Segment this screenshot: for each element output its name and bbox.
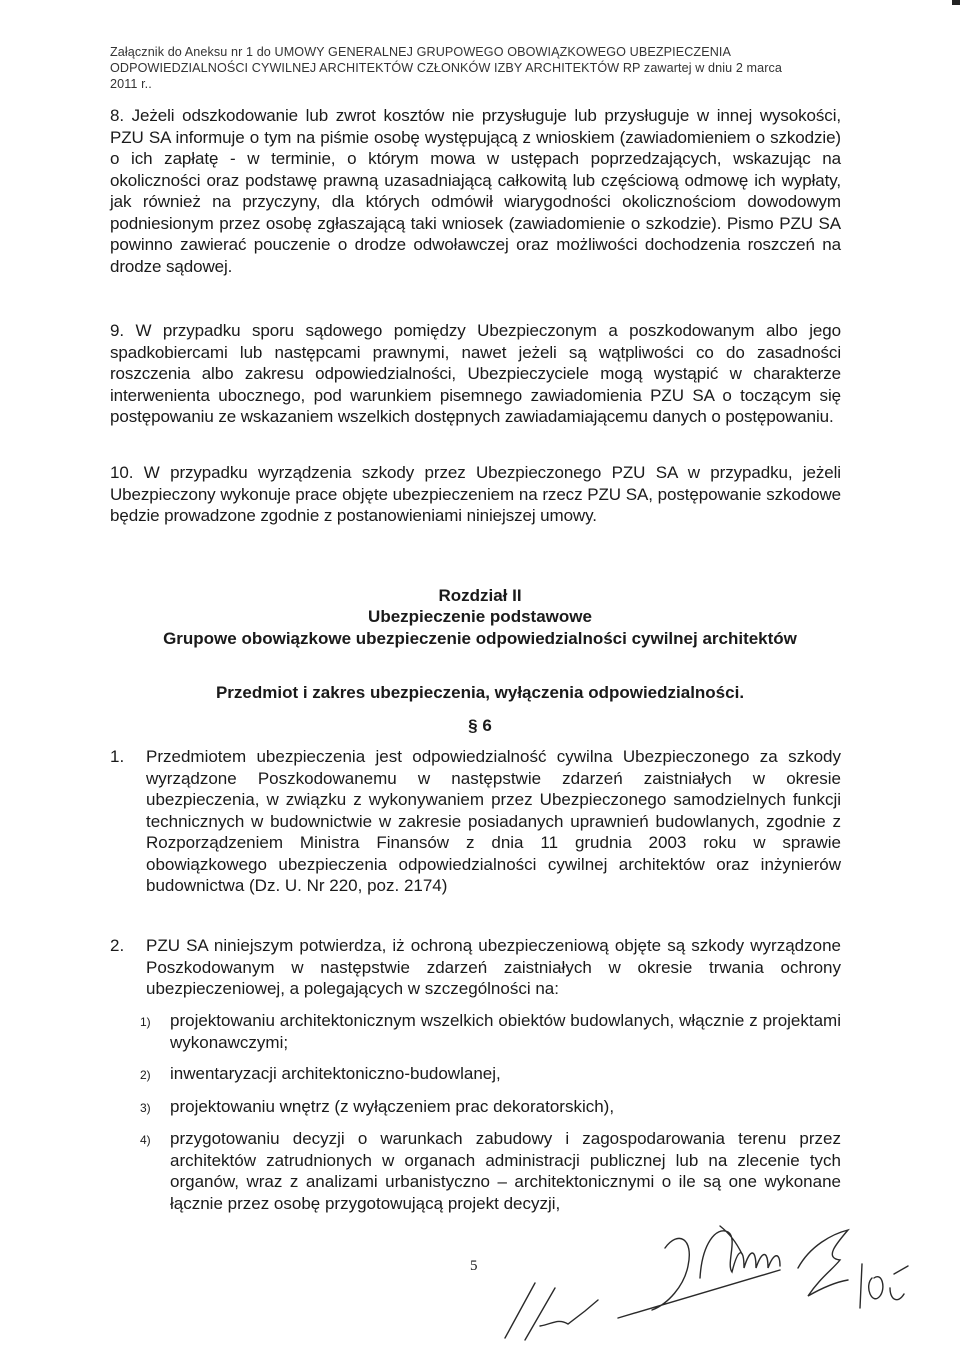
subpoint-number: 1): [140, 1015, 151, 1029]
paragraph-9: 9. W przypadku sporu sądowego pomiędzy Ubezpieczonym a poszkodowanym albo jego spadkobiercami lub następcami prawnymi, nawet jeżeli są wątpliwości co do zasadności roszczenia albo zakresu odpowiedzialności, Ubezpieczyciele mogą wystąpić w charakterze interwenienta ubocznego, pod warunkiem pisemnego zawiadomienia PZU SA o toczącym się postępowaniu ze wskazaniem wszelkich dostępnych zawiadamiającemu danych o postępowaniu.: [110, 321, 841, 426]
subpoint-text: przygotowaniu decyzji o warunkach zabudowy i zagospodarowania terenu przez architektów zatrudnionych w organach administracji publicznej lub na zlecenie tych organów, wraz z analizami urbanistyczno – architektonicznymi o ile są one wykonane łącznie przez osobę przygotowującą projekt decyzji,: [170, 1129, 841, 1213]
signature-2: [618, 1226, 780, 1318]
paragraph-10: 10. W przypadku wyrządzenia szkody przez Ubezpieczonego PZU SA w przypadku, jeżeli Ubezpieczony wykonuje prace objęte ubezpieczeniem na rzecz PZU SA, postępowanie szkodowe będzie prowadzone zgodnie z postanowieniami niniejszej umowy.: [110, 463, 841, 525]
subpoint-number: 2): [140, 1068, 151, 1082]
subpoint-text: projektowaniu wnętrz (z wyłączeniem prac dekoratorskich),: [170, 1097, 615, 1116]
initial-1: [505, 1283, 598, 1340]
subpoint-3: [140, 1096, 841, 1118]
section-heading: Przedmiot i zakres ubezpieczenia, wyłączenia odpowiedzialności.: [215, 683, 745, 702]
subpoint-text: inwentaryzacji architektoniczno-budowlanej,: [170, 1064, 501, 1083]
point-2: [110, 935, 841, 1000]
chapter-title: Rozdział II: [438, 586, 522, 605]
chapter-name: Grupowe obowiązkowe ubezpieczenie odpowiedzialności cywilnej architektów: [163, 629, 797, 648]
header-line-3: 2011 r..: [110, 77, 152, 91]
header-line-2: ODPOWIEDZIALNOŚCI CYWILNEJ ARCHITEKTÓW CZŁONKÓW IZBY ARCHITEKTÓW RP zawartej w dniu 2 marca: [110, 61, 783, 75]
document-header: [110, 44, 850, 92]
signature-3: [798, 1230, 908, 1308]
point-text: Przedmiotem ubezpieczenia jest odpowiedzialność cywilna Ubezpieczonego za szkody wyrządzone Poszkodowanemu w następstwie zdarzeń zaistniałych w okresie ubezpieczenia, w związku z wykonywaniem przez Ubezpieczonego samodzielnych funkcji technicznych w budownictwie w zakresie posiadanych uprawnień budowlanych, zgodnie z Rozporządzeniem Ministra Finansów z dnia 11 grudnia 2003 roku w sprawie obowiązkowego ubezpieczenia odpowiedzialności cywilnej architektów oraz inżynierów budownictwa (Dz. U. Nr 220, poz. 2174): [146, 747, 841, 895]
subpoint-2: [140, 1063, 841, 1085]
point-text: PZU SA niniejszym potwierdza, iż ochroną ubezpieczeniową objęte są szkody wyrządzone Poszkodowanym w następstwie zdarzeń zaistniałych w okresie trwania ochrony ubezpieczeniowej, a polegających w szczególności na:: [146, 936, 841, 998]
subpoint-text: projektowaniu architektonicznym wszelkich obiektów budowlanych, włącznie z projektami wykonawczymi;: [170, 1011, 841, 1052]
chapter-subtitle: Ubezpieczenie podstawowe: [368, 607, 592, 626]
header-line-1: Załącznik do Aneksu nr 1 do UMOWY GENERALNEJ GRUPOWEGO OBOWIĄZKOWEGO UBEZPIECZENIA: [110, 45, 732, 59]
subpoint-number: 3): [140, 1101, 151, 1115]
point-number: 2.: [110, 936, 125, 955]
page-number: 5: [470, 1258, 478, 1274]
paragraph-8: 8. Jeżeli odszkodowanie lub zwrot kosztów nie przysługuje lub przysługuje w innej wysokości, PZU SA informuje o tym na piśmie osobę występującą z wnioskiem (zawiadomieniem o szkodzie) o ich zapłatę - w terminie, o którym mowa w ustępach poprzedzających, wskazując na okoliczności oraz podstawę prawną uzasadniającą całkowitą lub częściową odmowę ich wypłaty, jak również na przyczyny, dla których odmówił wiarygodności okolicznościom dowodowym podniesionym przez osobę zgłaszającą taki wniosek (zawiadomienie o szkodzie). Pismo PZU SA powinno zawierać pouczenie o drodze odwoławczej oraz możliwości dochodzenia roszczeń na drodze sądowej.: [110, 106, 841, 276]
section-symbol: § 6: [468, 716, 492, 735]
subpoint-number: 4): [140, 1133, 151, 1147]
subpoint-4: [140, 1128, 841, 1214]
point-number: 1.: [110, 747, 125, 766]
handwritten-signatures: [480, 1208, 910, 1348]
subpoint-1: [140, 1010, 841, 1053]
point-1: [110, 746, 841, 897]
scan-corner-mark: [952, 0, 960, 5]
